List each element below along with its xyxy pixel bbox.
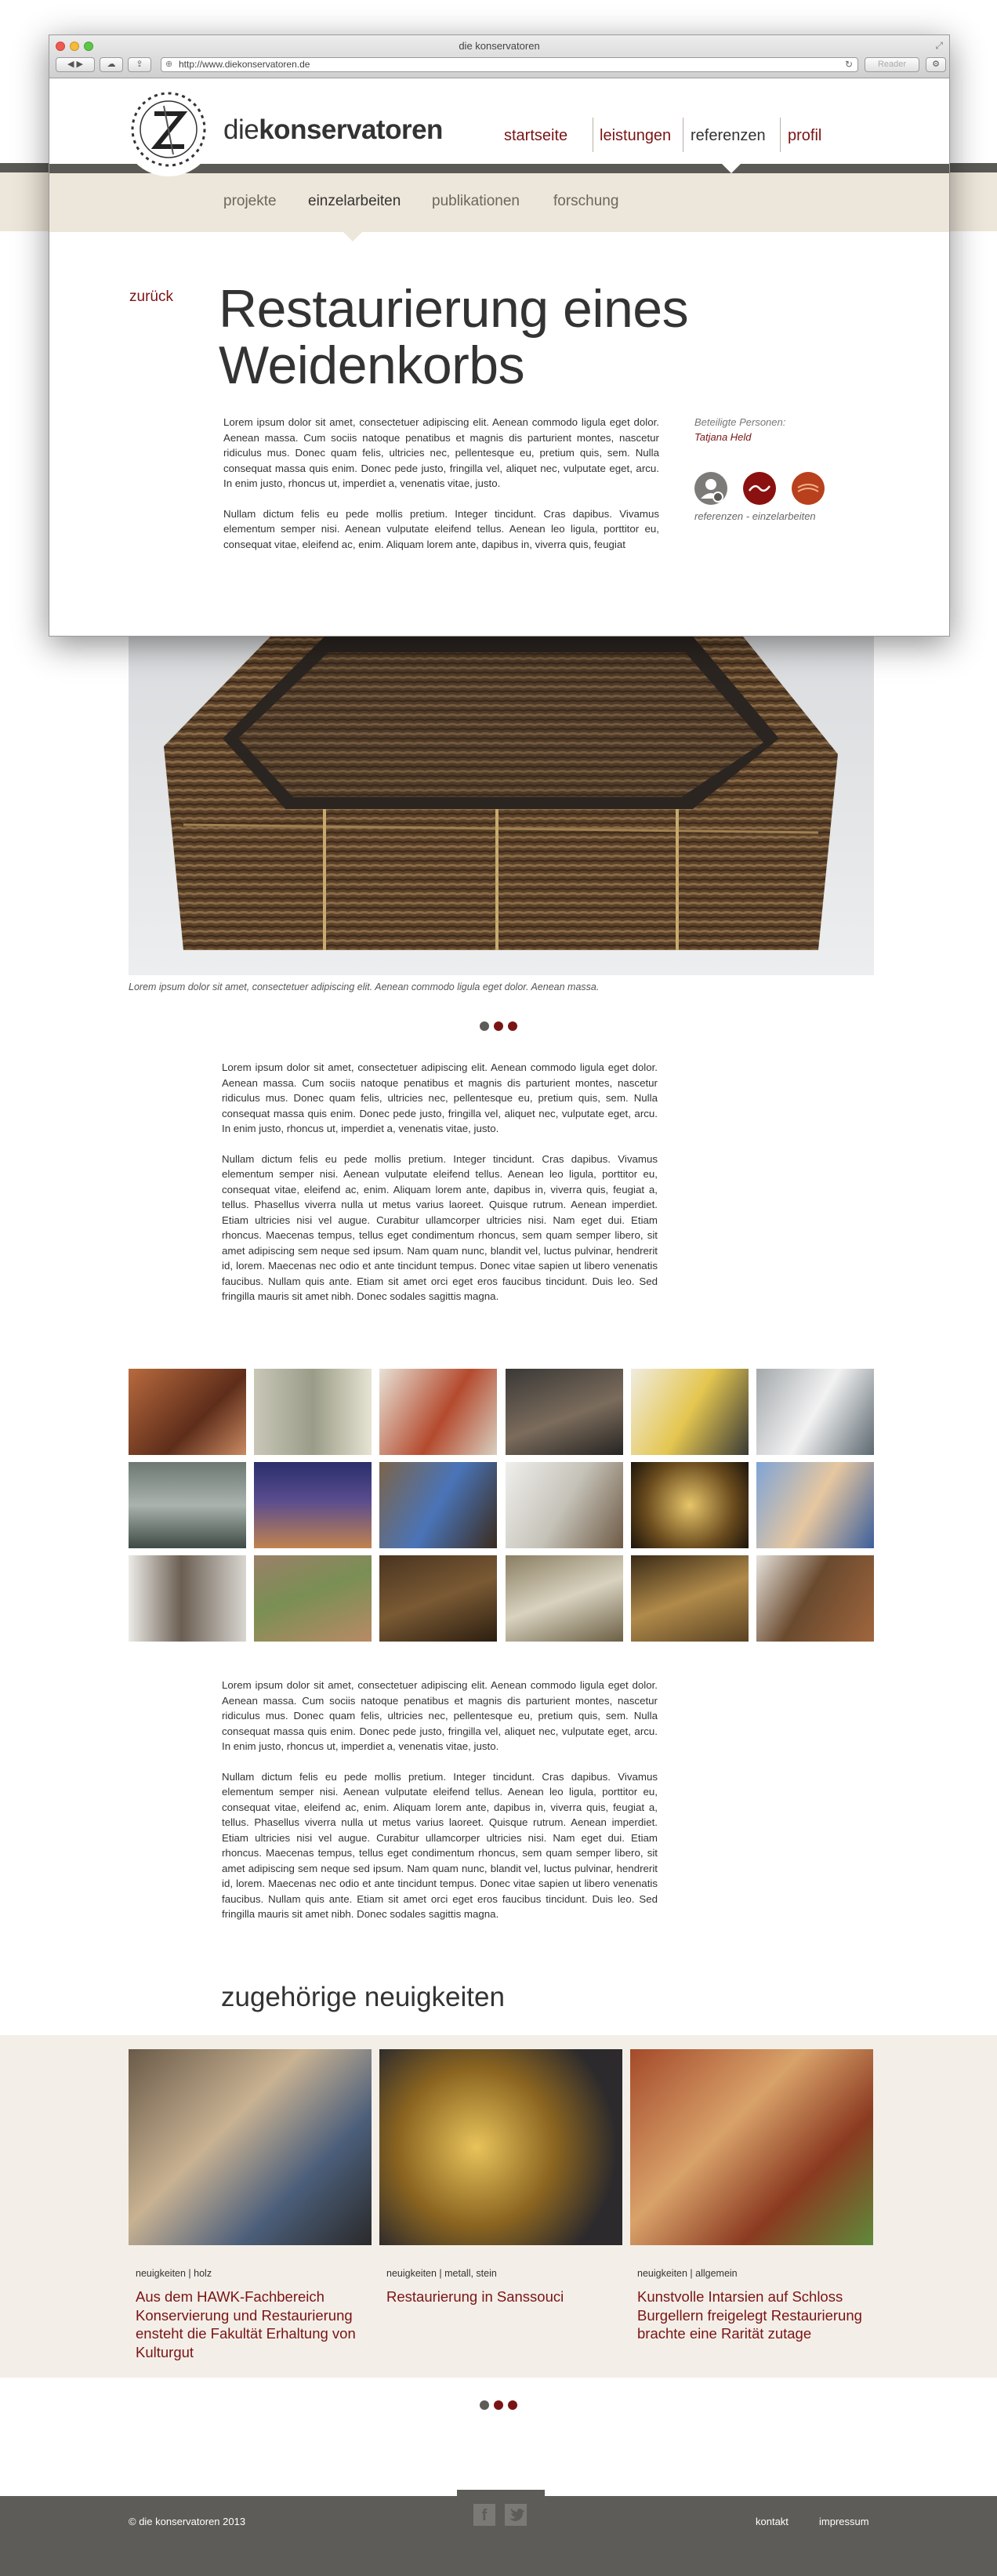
gallery-thumbnail[interactable] — [254, 1555, 372, 1642]
breadcrumb: referenzen - einzelarbeiten — [694, 510, 816, 522]
subnav-item-projekte[interactable]: projekte — [223, 193, 277, 209]
address-bar-url: http://www.diekonservatoren.de — [179, 59, 310, 70]
facebook-icon[interactable]: f — [473, 2504, 495, 2526]
body-text-2 — [222, 1678, 658, 1922]
subnav-active-indicator — [343, 232, 362, 241]
intro-paragraph: Lorem ipsum dolor sit amet, consectetuer adipiscing elit. Aenean commodo ligula eget dolor. Aenean massa. Cum sociis natoque penatibus et magnis dis parturient montes, nascetur ridiculus mus. Donec quam felis, ultricies nec, pellentesque eu, pretium quis, sem. Nulla consequat massa quis enim. Donec pede justo, fringilla vel, aliquet nec, vulputate eget, arcu. In enim justo, rhoncus ut, imperdiet a, venenatis vitae, justo. — [223, 416, 659, 489]
news-category: neuigkeiten | holz — [136, 2268, 212, 2279]
body-text-1 — [222, 1060, 658, 1304]
news-title-link[interactable]: Restaurierung in Sanssouci — [386, 2288, 564, 2305]
news-pager — [480, 2400, 517, 2410]
gallery-thumbnail[interactable] — [756, 1462, 874, 1548]
news-category: neuigkeiten | metall, stein — [386, 2268, 497, 2279]
body-paragraph: Lorem ipsum dolor sit amet, consectetuer adipiscing elit. Aenean commodo ligula eget dolor. Aenean massa. Cum sociis natoque penatibus et magnis dis parturient montes, nascetur ridiculus mus. Donec quam felis, ultricies nec, pellentesque eu, pretium quis, sem. Nulla consequat massa quis enim. Donec pede justo, fringilla vel, aliquet nec, vulputate eget, arcu. In enim justo, rhoncus ut, imperdiet a, venenatis vitae, justo. — [222, 1679, 658, 1752]
nav-active-indicator — [722, 164, 741, 173]
gallery-thumbnail[interactable] — [254, 1369, 372, 1455]
body-paragraph: Nullam dictum felis eu pede mollis pretium. Integer tincidunt. Cras dapibus. Vivamus elementum semper nisi. Aenean vulputate eleifend tellus. Aenean leo ligula, porttitor eu, consequat vitae, eleifend ac, enim. Aliquam lorem ante, dapibus in, viverra quis, feugiat a, tellus. Phasellus viverra nulla ut metus varius laoreet. Quisque rutrum. Aenean imperdiet. Etiam ultricies nisi vel augue. Curabitur ullamcorper ultricies nisi. Nam eget dui. Etiam rhoncus. Maecenas tempus, tellus eget condimentum rhoncus, sem quam semper libero, sit amet adipiscing sem neque sed ipsum. Nam quam nunc, blandit vel, luctus pulvinar, hendrerit id, lorem. Maecenas nec odio et ante tincidunt tempus. Donec vitae sapien ut libero venenatis faucibus. Nullam quis ante. Etiam sit amet orci eget eros faucibus tincidunt. Duis leo. Sed fringilla mauris sit amet nibh. Donec sodales sagittis magna. — [222, 1770, 658, 1920]
pager-dot[interactable] — [508, 2400, 517, 2410]
brand-wordmark[interactable] — [223, 114, 443, 146]
gallery-thumbnail[interactable] — [506, 1369, 623, 1455]
page-title-line1: Restaurierung eines — [219, 279, 689, 339]
footer-link-kontakt[interactable]: kontakt — [756, 2516, 789, 2527]
footer-link-impressum[interactable]: impressum — [819, 2516, 869, 2527]
gallery-thumbnail[interactable] — [631, 1555, 749, 1642]
gallery-thumbnail[interactable] — [129, 1369, 246, 1455]
news-image[interactable] — [379, 2049, 622, 2245]
page-title-line2: Weidenkorbs — [219, 336, 525, 395]
logo-mark-icon — [121, 82, 216, 176]
wave-icon[interactable] — [743, 472, 776, 505]
news-image[interactable] — [630, 2049, 873, 2245]
gallery-thumbnail[interactable] — [129, 1462, 246, 1548]
basket-photo — [129, 582, 874, 975]
pager-dot[interactable] — [480, 1021, 489, 1031]
person-link[interactable]: Tatjana Held — [694, 431, 752, 443]
settings-icon[interactable]: ⚙ — [926, 57, 946, 72]
gallery-thumbnail[interactable] — [254, 1462, 372, 1548]
nav-item-profil[interactable]: profil — [788, 127, 822, 144]
material-icon[interactable] — [792, 472, 825, 505]
globe-icon: ⊕ — [165, 60, 173, 69]
brand-name: konservatoren — [259, 114, 443, 145]
intro-paragraph: Nullam dictum felis eu pede mollis pretium. Integer tincidunt. Cras dapibus. Vivamus elementum semper nisi. Aenean vulputate eleifend tellus. Aenean leo ligula, porttitor eu, consequat vitae, eleifend ac, enim. Aliquam lorem ante, dapibus in, viverra quis, feugiat — [223, 507, 659, 550]
people-label: Beteiligte Personen: — [694, 416, 786, 428]
intro-text — [223, 415, 659, 552]
footer-tab — [457, 2490, 545, 2496]
gallery-thumbnail[interactable] — [506, 1555, 623, 1642]
web-page — [49, 78, 949, 637]
pager-dot[interactable] — [508, 1021, 517, 1031]
back-link[interactable]: zurück — [129, 288, 173, 305]
hero-caption: Lorem ipsum dolor sit amet, consectetuer adipiscing elit. Aenean commodo ligula eget dolor. Aenean massa. — [129, 981, 600, 992]
news-category: neuigkeiten | allgemein — [637, 2268, 738, 2279]
news-title-link[interactable]: Kunstvolle Intarsien auf Schloss Burgellern freigelegt Restaurierung brachte eine Rarität zutage — [637, 2288, 862, 2342]
nav-item-referenzen[interactable]: referenzen — [691, 127, 766, 144]
cloud-icon[interactable]: ☁ — [100, 57, 123, 72]
subnav-item-publikationen[interactable]: publikationen — [432, 193, 520, 209]
news-image[interactable] — [129, 2049, 372, 2245]
gallery-thumbnail[interactable] — [631, 1369, 749, 1455]
browser-window — [49, 34, 950, 637]
gallery-thumbnail[interactable] — [756, 1369, 874, 1455]
nav-separator — [780, 118, 781, 152]
hero-image — [129, 582, 874, 975]
footer-copyright: © die konservatoren 2013 — [129, 2516, 246, 2527]
pager-dot[interactable] — [480, 2400, 489, 2410]
page-title — [219, 281, 688, 394]
body-paragraph: Lorem ipsum dolor sit amet, consectetuer adipiscing elit. Aenean commodo ligula eget dolor. Aenean massa. Cum sociis natoque penatibus et magnis dis parturient montes, nascetur ridiculus mus. Donec quam felis, ultricies nec, pellentesque eu, pretium quis, sem. Nulla consequat massa quis enim. Donec pede justo, fringilla vel, aliquet nec, vulputate eget, arcu. In enim justo, rhoncus ut, imperdiet a, venenatis vitae, justo. — [222, 1061, 658, 1134]
share-icon[interactable]: ⇪ — [128, 57, 151, 72]
browser-toolbar — [49, 35, 949, 78]
gallery-thumbnail[interactable] — [379, 1369, 497, 1455]
person-avatar-icon[interactable] — [694, 472, 727, 505]
subnav-item-einzelarbeiten[interactable]: einzelarbeiten — [308, 193, 401, 209]
pager-dot[interactable] — [494, 2400, 503, 2410]
pager-dot[interactable] — [494, 1021, 503, 1031]
gallery-thumbnail[interactable] — [631, 1462, 749, 1548]
address-bar[interactable] — [161, 57, 858, 72]
image-pager — [480, 1021, 517, 1031]
nav-item-leistungen[interactable]: leistungen — [600, 127, 672, 144]
news-heading: zugehörige neuigkeiten — [221, 1982, 505, 2012]
gallery-thumbnail[interactable] — [379, 1555, 497, 1642]
reload-icon[interactable]: ↻ — [844, 59, 853, 70]
reader-button[interactable]: Reader — [865, 57, 919, 72]
gallery-thumbnail[interactable] — [756, 1555, 874, 1642]
back-forward-buttons[interactable]: ◀ ▶ — [56, 57, 95, 72]
gallery-thumbnail[interactable] — [506, 1462, 623, 1548]
window-title: die konservatoren — [459, 40, 540, 52]
subnav-item-forschung[interactable]: forschung — [553, 193, 619, 209]
nav-item-startseite[interactable]: startseite — [504, 127, 568, 144]
logo[interactable] — [121, 82, 216, 176]
brand-prefix: die — [223, 114, 259, 145]
news-title-link[interactable]: Aus dem HAWK-Fachbereich Konservierung und Restaurierung ensteht die Fakultät Erhaltung von Kulturgut — [136, 2288, 356, 2360]
footer — [0, 2496, 997, 2576]
twitter-icon[interactable] — [505, 2504, 527, 2526]
gallery-thumbnail[interactable] — [379, 1462, 497, 1548]
gallery-thumbnail[interactable] — [129, 1555, 246, 1642]
body-paragraph: Nullam dictum felis eu pede mollis pretium. Integer tincidunt. Cras dapibus. Vivamus elementum semper nisi. Aenean vulputate eleifend tellus. Aenean leo ligula, porttitor eu, consequat vitae, eleifend ac, enim. Aliquam lorem ante, dapibus in, viverra quis, feugiat a, tellus. Phasellus viverra nulla ut metus varius laoreet. Quisque rutrum. Aenean imperdiet. Etiam ultricies nisi vel augue. Curabitur ullamcorper ultricies nisi. Nam eget dui. Etiam rhoncus. Maecenas tempus, tellus eget condimentum rhoncus, sem quam semper libero, sit amet adipiscing sem neque sed ipsum. Nam quam nunc, blandit vel, luctus pulvinar, hendrerit id, lorem. Maecenas nec odio et ante tincidunt tempus. Donec vitae sapien ut libero venenatis faucibus. Nullam quis ante. Etiam sit amet orci eget eros faucibus tincidunt. Duis leo. Sed fringilla mauris sit amet nibh. Donec sodales sagittis magna. — [222, 1152, 658, 1302]
fullscreen-icon[interactable]: ⤢ — [935, 40, 943, 51]
